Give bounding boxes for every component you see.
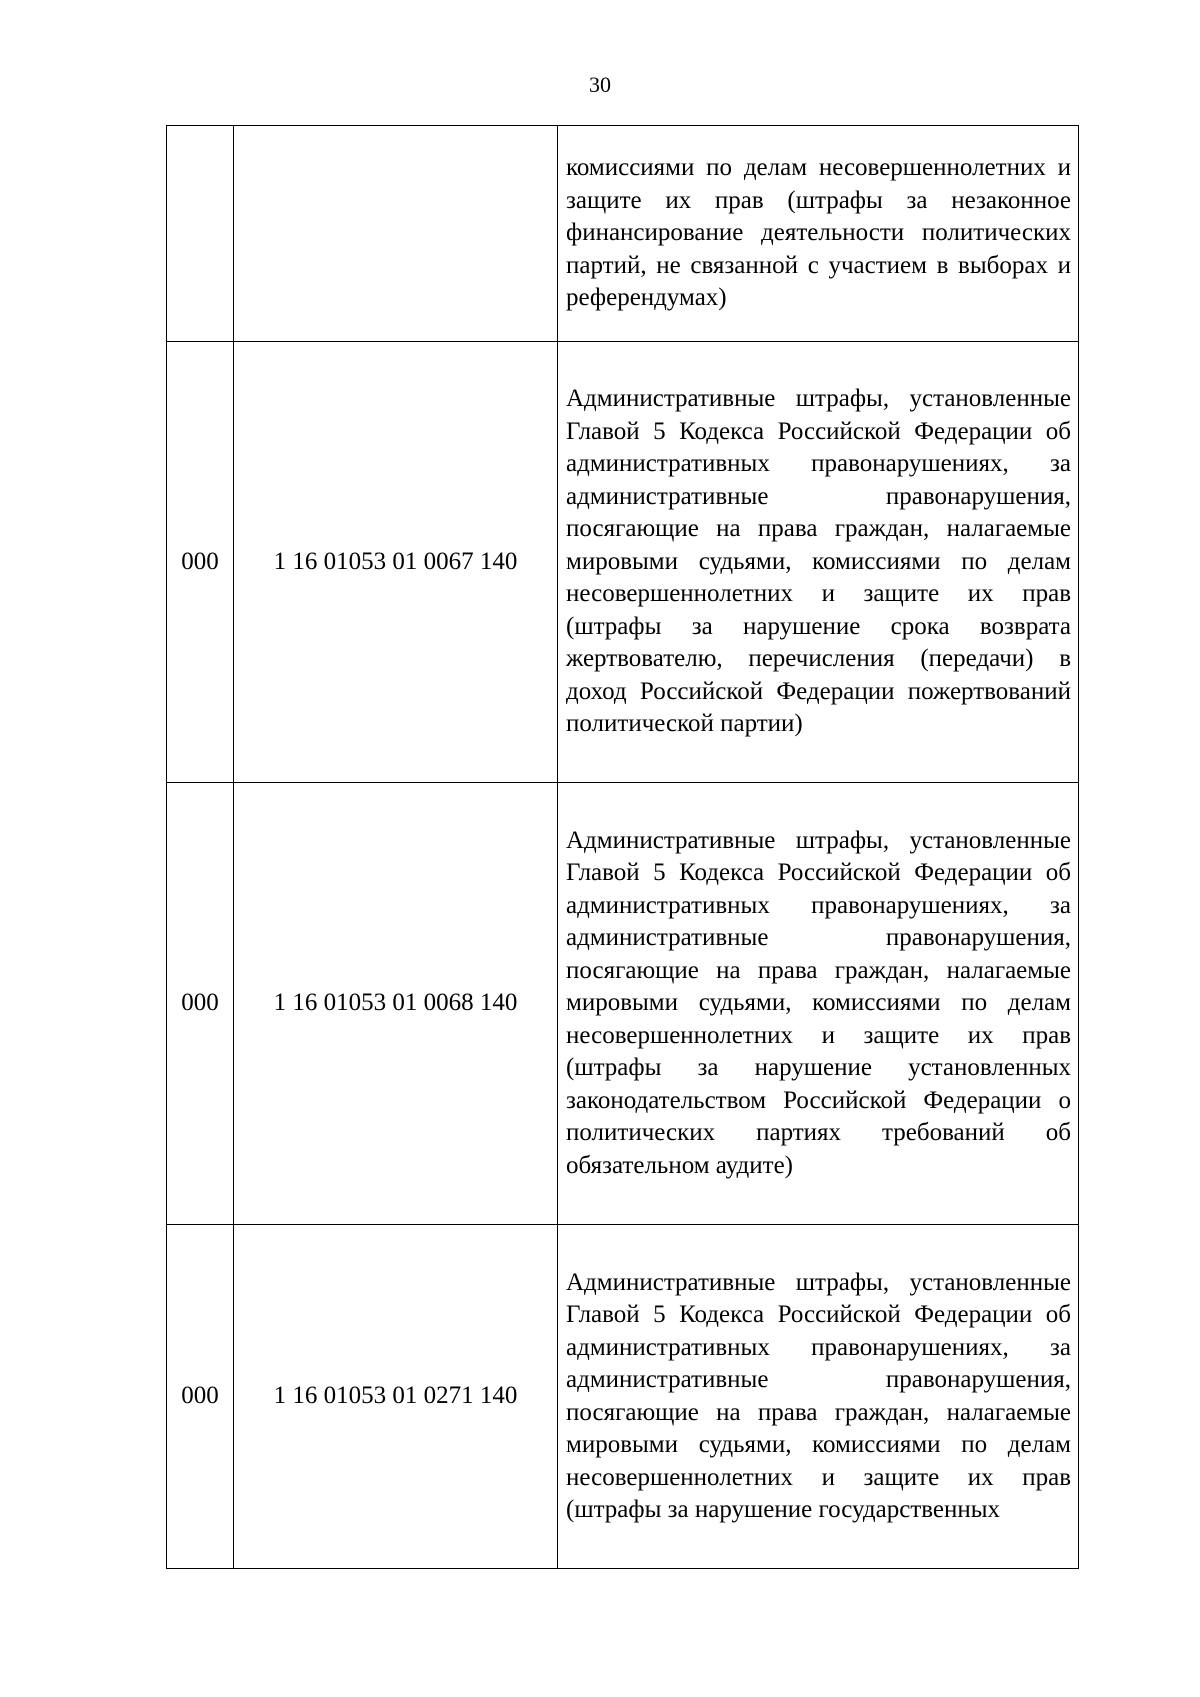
kbk-code-cell — [234, 126, 558, 342]
description-text: Административные штрафы, установленные Главой 5 Кодекса Российской Федерации об административных правонарушениях, за административные правонарушения, посягающие на права граждан, налагаемые мировыми судьями, комиссиями по делам несовершеннолетних и защите их прав (штрафы за нарушение государственных — [566, 1268, 1071, 1523]
kbk-code-cell: 1 16 01053 01 0271 140 — [234, 1225, 558, 1569]
description-text: Административные штрафы, установленные Главой 5 Кодекса Российской Федерации об административных правонарушениях, за административные правонарушения, посягающие на права граждан, налагаемые мировыми судьями, комиссиями по делам несовершеннолетних и защите их прав (штрафы за нарушение срока возврата жертвователю, перечисления (передачи) в доход Российской Федерации пожертвований политической партии) — [566, 385, 1071, 738]
admin-code-cell — [167, 126, 234, 342]
description-cell — [558, 342, 1079, 783]
revenue-codes-table — [166, 125, 1079, 1569]
admin-code-cell: 000 — [167, 1225, 234, 1569]
description-text: комиссиями по делам несовершеннолетних и защите их прав (штрафы за незаконное финансирование деятельности политических партий, не связанной с участием в выборах и референдумах) — [566, 154, 1071, 312]
admin-code-cell: 000 — [167, 783, 234, 1225]
description-cell — [558, 1225, 1079, 1569]
table-row — [167, 126, 1079, 342]
kbk-code-cell: 1 16 01053 01 0067 140 — [234, 342, 558, 783]
admin-code-cell: 000 — [167, 342, 234, 783]
description-cell — [558, 126, 1079, 342]
table-row — [167, 783, 1079, 1225]
table-row — [167, 342, 1079, 783]
kbk-code-cell: 1 16 01053 01 0068 140 — [234, 783, 558, 1225]
description-cell — [558, 783, 1079, 1225]
description-text: Административные штрафы, установленные Главой 5 Кодекса Российской Федерации об административных правонарушениях, за административные правонарушения, посягающие на права граждан, налагаемые мировыми судьями, комиссиями по делам несовершеннолетних и защите их прав (штрафы за нарушение установленных законодательством Российской Федерации о политических партиях требований об обязательном аудите) — [566, 826, 1071, 1179]
table-row — [167, 1225, 1079, 1569]
page-number: 30 — [589, 72, 611, 97]
